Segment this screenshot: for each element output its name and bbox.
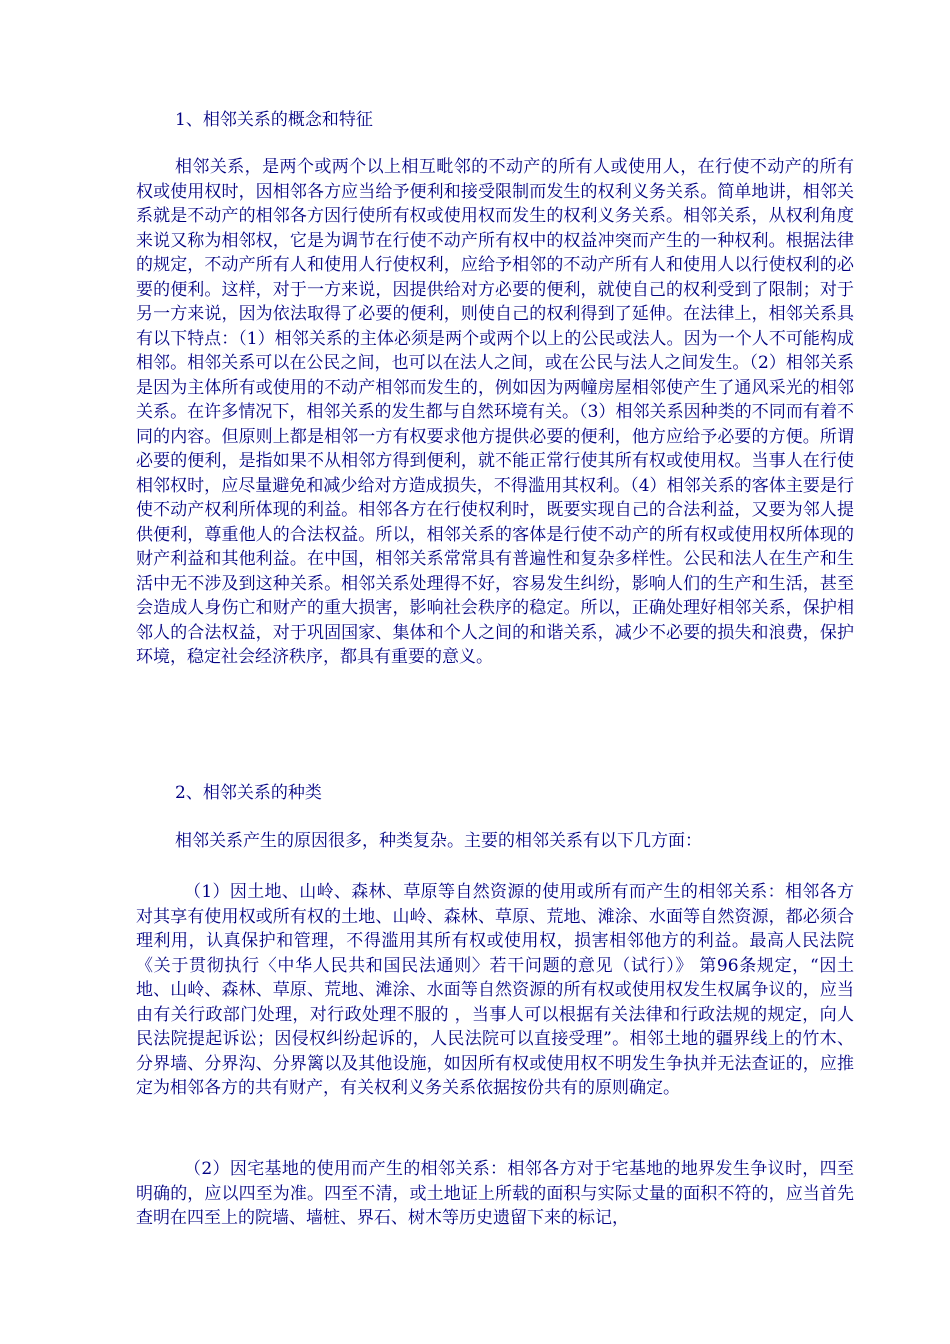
paragraph-definition-features: 相邻关系，是两个或两个以上相互毗邻的不动产的所有人或使用人，在行使不动产的所有权或使用权时，因相邻各方应当给予便利和接受限制而发生的权利义务关系。简单地讲，相邻关系就是不动产的相邻各方因行使所有权或使用权而发生的权利义务关系。相邻关系，从权利角度来说又称为相邻权，它是为调节在行使不动产所有权中的权益冲突而产生的一种权利。根据法律的规定，不动产所有人和使用人行使权利，应给予相邻的不动产所有人和使用人以行使权利的必要的便利。这样，对于一方来说，因提供给对方必要的便利，就使自己的权利受到了限制；对于另一方来说，因为依法取得了必要的便利，则使自己的权利得到了延伸。在法律上，相邻关系具有以下特点：（1）相邻关系的主体必须是两个或两个以上的公民或法人。因为一个人不可能构成相邻。相邻关系可以在公民之间，也可以在法人之间，或在公民与法人之间发生。（2）相邻关系是因为主体所有或使用的不动产相邻而发生的，例如因为两幢房屋相邻使产生了通风采光的相邻关系。在许多情况下，相邻关系的发生都与自然环境有关。（3）相邻关系因种类的不同而有着不同的内容。但原则上都是相邻一方有权要求他方提供必要的便利，他方应给予必要的方便。所谓必要的便利，是指如果不从相邻方得到便利，就不能正常行使其所有权或使用权。当事人在行使相邻权时，应尽量避免和减少给对方造成损失，不得滥用其权利。（4）相邻关系的客体主要是行使不动产权利所体现的利益。相邻各方在行使权利时，既要实现自己的合法利益，又要为邻人提供便利，尊重他人的合法权益。所以，相邻关系的客体是行使不动产的所有权或使用权所体现的财产利益和其他利益。在中国，相邻关系常常具有普遍性和复杂多样性。公民和法人在生产和生活中无不涉及到这种关系。相邻关系处理得不好，容易发生纠纷，影响人们的生产和生活，甚至会造成人身伤亡和财产的重大损害，影响社会秩序的稳定。所以，正确处理好相邻关系，保护相邻人的合法权益，对于巩固国家、集体和个人之间的和谐关系，减少不必要的损失和浪费，保护环境，稳定社会经济秩序，都具有重要的意义。 [136, 157, 854, 667]
paragraph-natural-resources: （1）因土地、山岭、森林、草原等自然资源的使用或所有而产生的相邻关系：相邻各方对其享有使用权或所有权的土地、山岭、森林、草原、荒地、滩涂、水面等自然资源，都必须合理利用，认真保护和管理，不得滥用其所有权或使用权，损害相邻他方的利益。最高人民法院《关于贯彻执行〈中华人民共和国民法通则〉若干问题的意见（试行）》 第96条规定，“因土地、山岭、森林、草原、荒地、滩涂、水面等自然资源的所有权或使用权发生权属争议的，应当由有关行政部门处理，对行政处理不服的 ，当事人可以根据有关法律和行政法规的规定，向人民法院提起诉讼；因侵权纠纷起诉的，人民法院可以直接受理”。相邻土地的疆界线上的竹木、分界墙、分界沟、分界篱以及其他设施，如因所有权或使用权不明发生争执并无法查证的，应推定为相邻各方的共有财产，有关权利义务关系依据按份共有的原则确定。 [136, 882, 854, 1098]
section-heading-2: 2、相邻关系的种类 [175, 783, 322, 803]
paragraph-homestead: （2）因宅基地的使用而产生的相邻关系：相邻各方对于宅基地的地界发生争议时，四至明确的，应以四至为准。四至不清，或土地证上所载的面积与实际丈量的面积不符的，应当首先查明在四至上的院墙、墙桩、界石、树木等历史遗留下来的标记， [136, 1159, 854, 1228]
paragraph-types-intro: 相邻关系产生的原因很多，种类复杂。主要的相邻关系有以下几方面： [175, 831, 702, 851]
section-heading-1: 1、相邻关系的概念和特征 [175, 110, 373, 130]
